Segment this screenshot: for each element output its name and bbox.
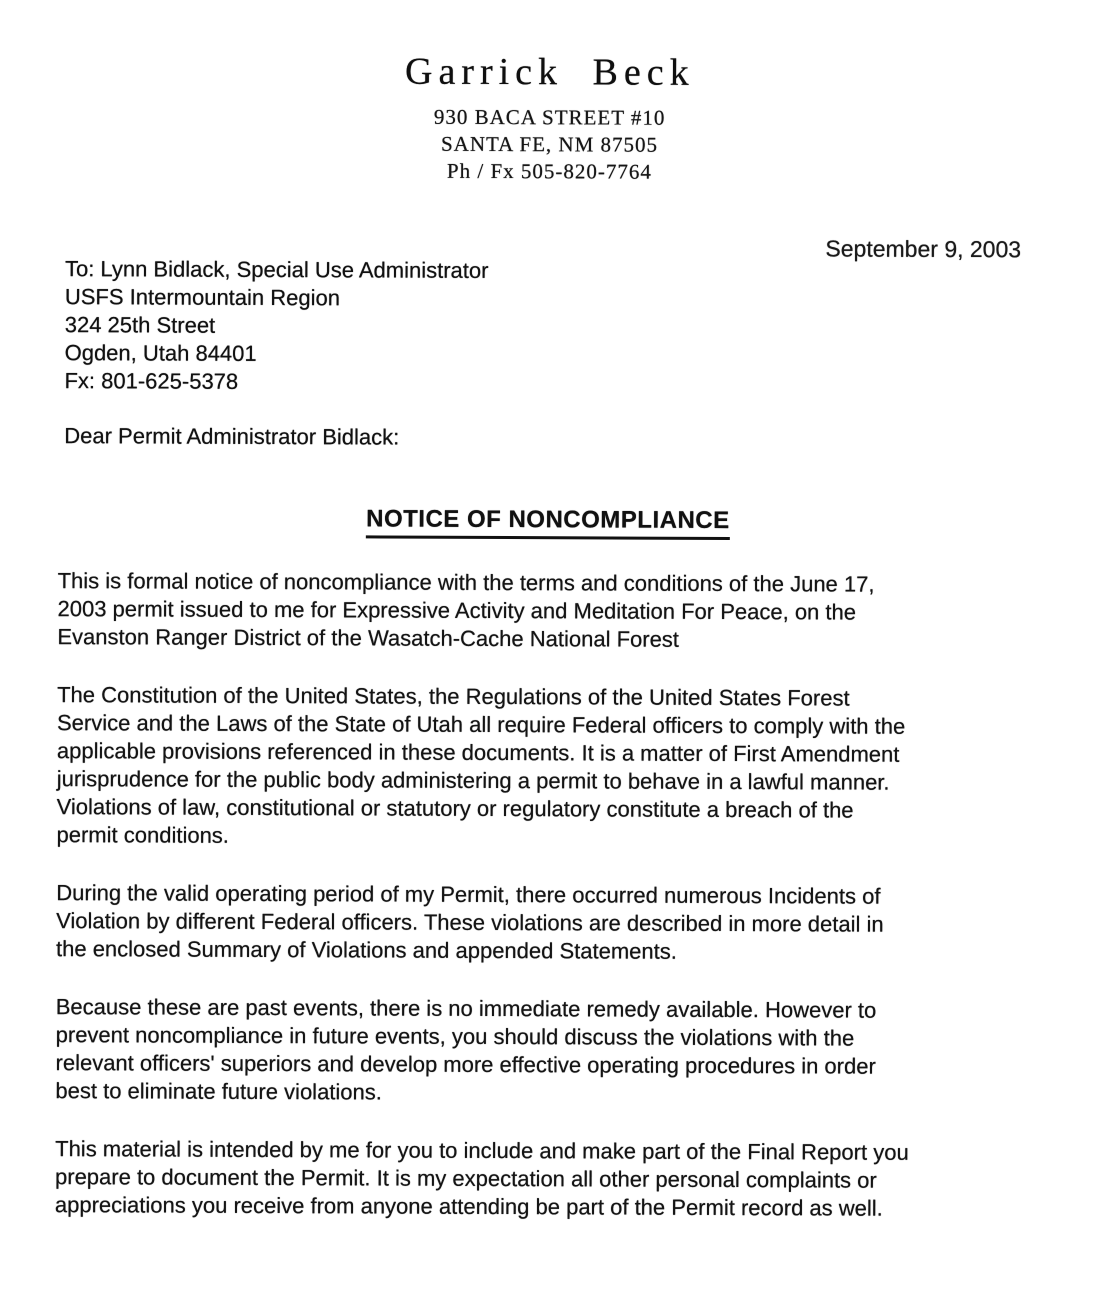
salutation: Dear Permit Administrator Bidlack: — [64, 423, 400, 450]
body-paragraph: Because these are past events, there is no immediate remedy available. However to prevent noncompliance in future events, you should discuss the violations with the relevant officers' superiors and develop more effective operating procedures in order best to eliminate future violations. — [55, 994, 877, 1105]
letterhead-city-state-zip: SANTA FE, NM 87505 — [440, 131, 659, 157]
letterhead-phone-fax: Ph / Fx 505-820-7764 — [446, 158, 652, 184]
letter-date: September 9, 2003 — [825, 235, 1022, 263]
body-paragraph: This is formal notice of noncompliance with the terms and conditions of the June 17, 2003 permit issued to me for Expressive Activity and Meditation For Peace, on the Evanston Ranger District of the Wasatch-Cache National Forest — [57, 568, 875, 652]
body-paragraph: This material is intended by me for you to include and make part of the Final Report you prepare to document the Permit. It is my expectation all other personal complaints or appreciations you receive from anyone attending be part of the Permit record as well. — [54, 1136, 909, 1221]
recipient-line: Fx: 801-625-5378 — [64, 368, 239, 394]
recipient-line: To: Lynn Bidlack, Special Use Administrator — [64, 256, 489, 283]
body-paragraph: During the valid operating period of my Permit, there occurred numerous Incidents of Violation by different Federal officers. These violations are described in more detail in the enclosed Summary of Violations and appended Statements. — [55, 880, 884, 964]
body-paragraph: The Constitution of the United States, the Regulations of the United States Forest Service and the Laws of the State of Utah all require Federal officers to comply with the applicable provisions referenced in these documents. It is a matter of First Amendment jurisprudence for the public body administering a permit to behave in a lawful manner. Violations of law, constitutional or statutory or regulatory constitute a breach of the permit conditions. — [56, 682, 906, 848]
recipient-line: Ogden, Utah 84401 — [64, 340, 257, 366]
title-row — [0, 504, 1098, 542]
letterhead-address — [0, 102, 1100, 188]
recipient-line: 324 25th Street — [64, 312, 216, 338]
notice-title: NOTICE OF NONCOMPLIANCE — [366, 505, 730, 540]
recipient-address-block — [64, 255, 1099, 400]
letterhead — [0, 0, 1100, 188]
letter-body — [55, 567, 1068, 1223]
letterhead-street: 930 BACA STREET #10 — [433, 104, 666, 130]
letterhead-name: Garrick Beck — [404, 50, 695, 94]
recipient-line: USFS Intermountain Region — [64, 284, 341, 311]
